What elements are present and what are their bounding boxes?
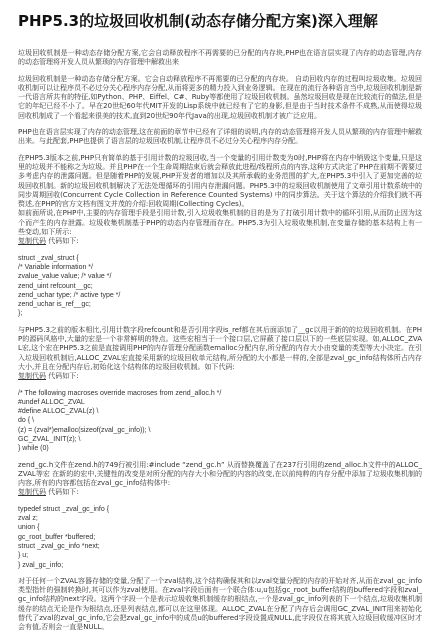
copy-code-bar: [18, 237, 422, 246]
code-block-alloc-zval: /* The following macroses override macroses from zend_alloc.h */ #undef ALLOC_ZVAL #define ALLOC_ZVAL(z) \ do { \ (z) = (zval*)emalloc(sizeof(zval_gc_info)); \ GC_ZVAL_INIT(z); \ } while (0): [18, 389, 222, 453]
body-paragraph: 对于任何一个ZVAL容器存储的变量,分配了一个zval结构,这个结构确保其和以zval变量分配的内存的开始对齐,从而在zval_gc_info类型指针的强制转换时,其可以作为zval使用。在zval字段后面有一个联合体:u,u包括gc_root_buffer结构的buffered字段和zval_gc_info结构的next字段。这两个字段一个是表示垃圾收集机制缓存的根结点,一个是zval_gc_info列表的下一个结点,垃圾收集机制缓存的结点无论是作为根结点,还是列表结点,都可以在这里体现。ALLOC_ZVAL在分配了内存后会调用GC_ZVAL_INIT用来初始化替代了zval的zval_gc_info,它会把zval_gc_info中的成员u的buffered字段设置成NULL,此字段仅在将其放入垃圾回收缓冲区时才会有值,否则会一直是NULL。: [18, 576, 422, 632]
body-paragraph: PHP也在语言层实现了内存的动态管理,这在前面的章节中已经有了详细的说明,内存的动态管理将开发人员从繁琐的内存管理中解救出来。与此配套,PHP也提供了语言层的垃圾回收机制,让程序员不必过分关心程序内存分配。: [18, 128, 422, 146]
code-block-zval-struct: struct _zval_struct { /* Variable information */ zvalue_value value; /* value */ zend_uint refcount__gc; zend_uchar type; /* active type */ zend_uchar is_ref__gc; };: [18, 254, 121, 318]
copy-code-bar: [18, 372, 422, 381]
copy-code-bar: [18, 488, 422, 497]
copy-code-link[interactable]: 复制代码: [18, 488, 46, 497]
copy-code-link[interactable]: 复制代码: [18, 237, 46, 246]
copy-code-link[interactable]: 复制代码: [18, 372, 46, 381]
page-title: PHP5.3的垃圾回收机制(动态存储分配方案)深入理解: [18, 12, 378, 30]
body-paragraph: 与PHP5.3之前的版本相比,引用计数字段refcount和是否引用字段is_ref都在其后面添加了__gc以用于新的的垃圾回收机制。在PHP的源码风格中,大量的宏是一个非常鲜明的特点。这些宏相当于一个接口层,它屏蔽了接口层以下的一些底层实现。如,ALLOC_ZVAL宏,这个宏在PHP5.3之前是直接调用PHP的内存管理分配函数emalloc分配内存,所分配的内存大小由变量的类型等大小决定。在引入垃圾回收机制后,ALLOC_ZVAL宏直接采用新的垃圾回收单元结构,所分配的大小都是一样的,全部是zval_gc_info结构体所占内存大小,并且在分配内存后,初始化这个结构体的垃圾回收机制。如下代码:: [18, 325, 422, 371]
body-paragraph: 在PHP5.3版本之前,PHP只有简单的基于引用计数的垃圾回收,当一个变量的引用计数变为0时,PHP将在内存中销毁这个变量,只是这里的垃圾并不能称之为垃圾。并且PHP在一个生命周期结束后就会释放此进程/线程所点的内容,这种方式决定了PHP在前期不需要过多考虑内存的泄露问题。但是随着PHP的发展,PHP开发者的增加以及其所承载的业务范围的扩大,在PHP5.3中引入了更加完善的垃圾回收机制。新的垃圾回收机制解决了无法处理循环的引用内存泄漏问题。PHP5.3中的垃圾回收机制使用了文章引用计数系统中的同步周期回收(Concurrent Cycle Collection in Reference Counted Systems) 中的同步算法。关于这个算法的介绍我们就不再赘述,在PHP的官方文档有图文并茂的介绍:回收周期(Collecting Cycles)。: [18, 153, 422, 209]
body-paragraph: 如前面所说,在PHP中,主要的内存管理手段是引用计数,引入垃圾收集机制的目的是为了打破引用计数中的循环引用,从而防止因为这个而产生的内存泄露。垃圾收集机制基于PHP的动态内存管理而存在。PHP5.3为引入垃圾收集机制,在变量存储的基本结构上有一些变动,如下所示:: [18, 209, 422, 237]
body-paragraph: zend_gc.h文件在zend.h的749行被引用:#include “zend_gc.h” 从而替换覆盖了在237行引用的zend_alloc.h文件中的ALLOC_ZVAL等宏 在新的的宏中,关键性的改变是对所分配的内存大小和分配的内容的改变,在以前纯粹的内存分配中添加了垃圾收集机制的内容,所有的内容都包括在zval_gc_info结构体中:: [18, 460, 422, 488]
code-block-zval-gc-info: typedef struct _zval_gc_info { zval z; union { gc_root_buffer *buffered; struct _zval_gc_info *next; } u; } zval_gc_info;: [18, 505, 110, 569]
summary-paragraph: 垃圾回收机制是一种动态存储分配方案,它会自动释放程序不再需要的已分配的内存块,PHP也在语言层实现了内存的动态管理,内存的动态管理将开发人员从繁琐的内存管理中解救出来: [18, 49, 422, 67]
body-paragraph: 垃圾回收机制是一种动态存储分配方案。它会自动释放程序不再需要的已分配的内存块。 自动回收内存的过程叫垃圾收集。垃圾回收机制可以让程序员不必过分关心程序内存分配,从而将更多的精力投入到业务逻辑。在现在的流行各种语言当中,垃圾回收机制是新一代语言所共有的特征,如Python、PHP、Eiffel、C#、Ruby等都使用了垃圾回收机制。虽然垃圾回收是现在比较流行的做法,但是它的年纪已经不小了。早在20世纪60年代MIT开发的Lisp系统中就已经有了它的身影,但是由于当时技术条件不成熟,从而使得垃圾回收机制成了一个看起来很美的技术,直到20世纪90年代Java的出现,垃圾回收机制才被广泛应用。: [18, 74, 422, 120]
copy-code-caption: 代码如下:: [46, 237, 79, 246]
copy-code-caption: 代码如下:: [46, 372, 79, 381]
copy-code-caption: 代码如下:: [46, 488, 79, 497]
